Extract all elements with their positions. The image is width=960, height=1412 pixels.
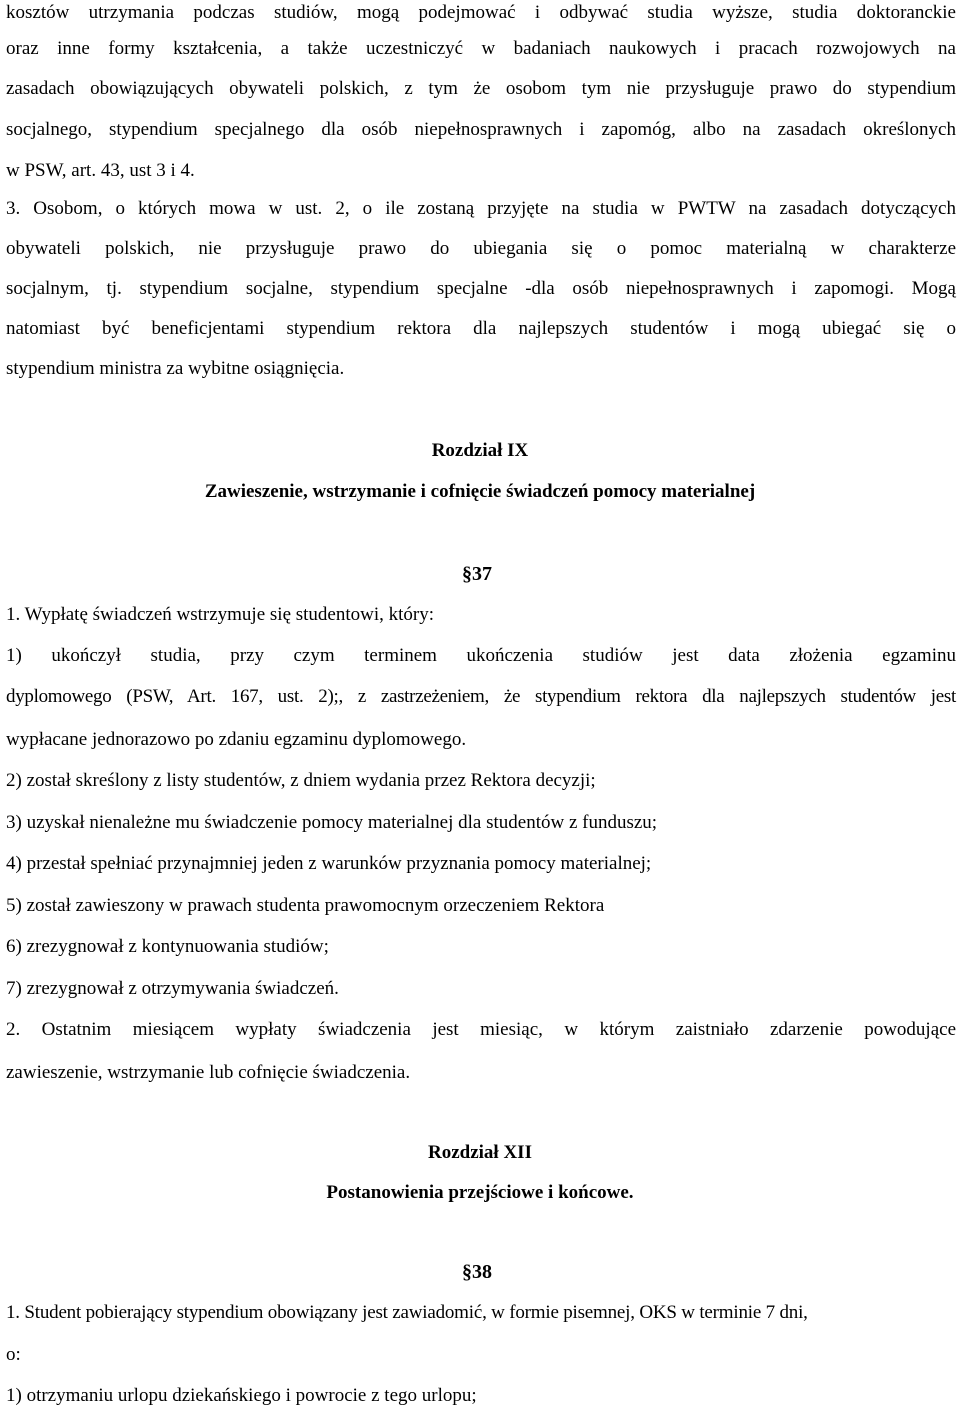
chapter-title: Postanowienia przejściowe i końcowe. — [326, 1182, 634, 1203]
section-line: 1. Wypłatę świadczeń wstrzymuje się studentowi, który: — [6, 604, 435, 625]
list-item: 6) zrezygnował z kontynuowania studiów; — [6, 936, 329, 957]
paragraph-line: oraz inne formy kształcenia, a także uczestniczyć w badaniach naukowych i pracach rozwojowych na — [6, 38, 956, 59]
chapter-title: Zawieszenie, wstrzymanie i cofnięcie świadczeń pomocy materialnej — [204, 481, 756, 502]
list-item: 1) ukończył studia, przy czym terminem ukończenia studiów jest data złożenia egzaminu — [6, 645, 956, 666]
paragraph-line: w PSW, art. 43, ust 3 i 4. — [6, 160, 195, 181]
section-number: §37 — [462, 563, 492, 585]
section-line: 2. Ostatnim miesiącem wypłaty świadczenia jest miesiąc, w którym zaistniało zdarzenie powodujące — [6, 1019, 956, 1040]
section-number: §38 — [462, 1261, 492, 1283]
paragraph-line: obywateli polskich, nie przysługuje prawo do ubiegania się o pomoc materialną w charakterze — [6, 238, 956, 259]
section-line: o: — [6, 1344, 21, 1365]
section-line: 1. Student pobierający stypendium obowiązany jest zawiadomić, w formie pisemnej, OKS w terminie 7 dni, — [6, 1302, 808, 1323]
list-item-continuation: wypłacane jednorazowo po zdaniu egzaminu dyplomowego. — [6, 729, 467, 750]
list-item: 3) uzyskał nienależne mu świadczenie pomocy materialnej dla studentów z funduszu; — [6, 812, 658, 833]
chapter-label: Rozdział IX — [431, 440, 529, 461]
paragraph-line: socjalnego, stypendium specjalnego dla osób niepełnosprawnych i zapomóg, albo na zasadach określonych — [6, 119, 956, 140]
section-line: zawieszenie, wstrzymanie lub cofnięcie świadczenia. — [6, 1062, 411, 1083]
list-item: 1) otrzymaniu urlopu dziekańskiego i powrocie z tego urlopu; — [6, 1385, 477, 1406]
list-item: 4) przestał spełniać przynajmniej jeden z warunków przyznania pomocy materialnej; — [6, 853, 652, 874]
list-item: 7) zrezygnował z otrzymywania świadczeń. — [6, 978, 339, 999]
paragraph-line: kosztów utrzymania podczas studiów, mogą podejmować i odbywać studia wyższe, studia doktoranckie — [6, 2, 956, 23]
paragraph-line: stypendium ministra za wybitne osiągnięcia. — [6, 358, 345, 379]
list-item: 2) został skreślony z listy studentów, z dniem wydania przez Rektora decyzji; — [6, 770, 596, 791]
list-item: 5) został zawieszony w prawach studenta prawomocnym orzeczeniem Rektora — [6, 895, 605, 916]
paragraph-line: natomiast być beneficjentami stypendium rektora dla najlepszych studentów i mogą ubiegać się o — [6, 318, 956, 339]
list-item-continuation: dyplomowego (PSW, Art. 167, ust. 2);, z zastrzeżeniem, że stypendium rektora dla najlepszych studentów jest — [6, 686, 956, 707]
paragraph-line: zasadach obowiązujących obywateli polskich, z tym że osobom tym nie przysługuje prawo do stypendium — [6, 78, 956, 99]
paragraph-line: socjalnym, tj. stypendium socjalne, stypendium specjalne -dla osób niepełnosprawnych i zapomogi. Mogą — [6, 278, 956, 299]
chapter-label: Rozdział XII — [428, 1142, 532, 1163]
paragraph-line: 3. Osobom, o których mowa w ust. 2, o ile zostaną przyjęte na studia w PWTW na zasadach dotyczących — [6, 198, 956, 219]
